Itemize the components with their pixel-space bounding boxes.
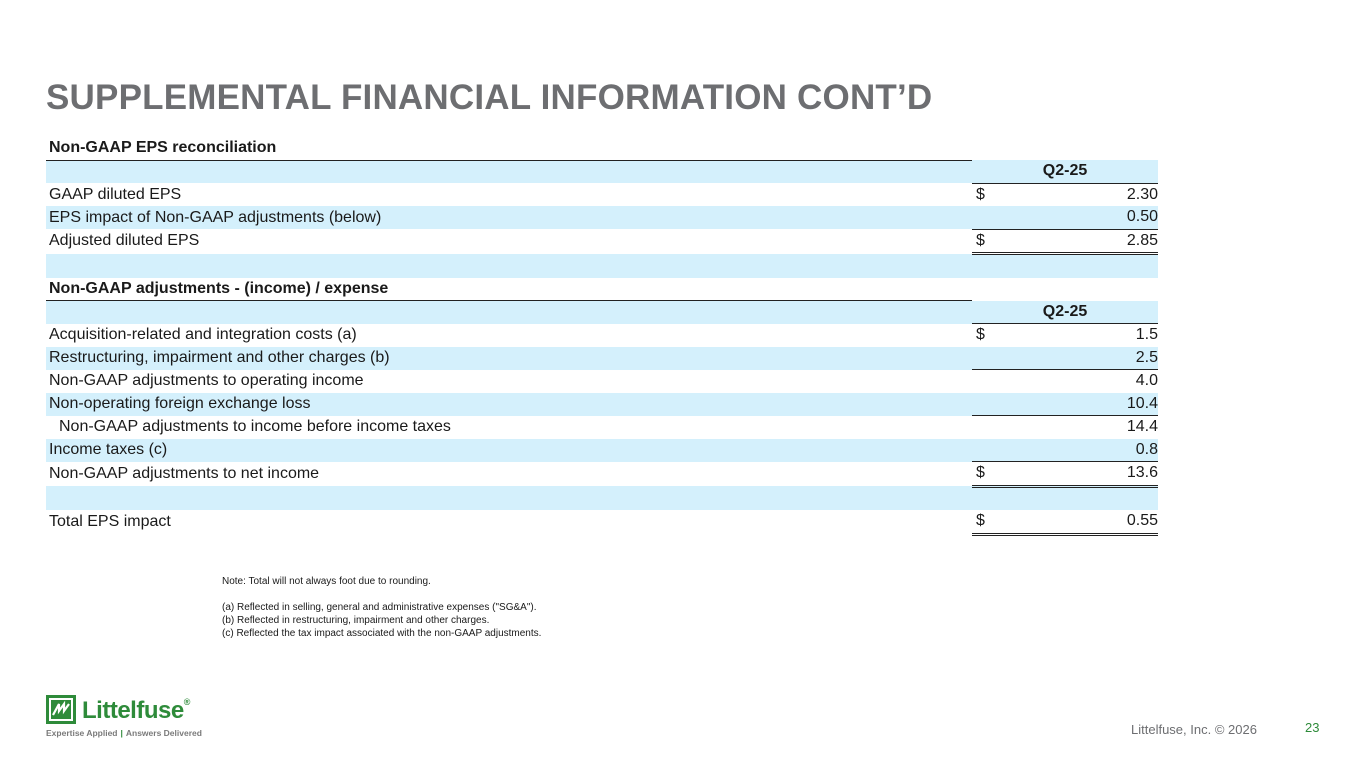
row-value: 13.6 xyxy=(1006,462,1158,487)
row-value: 4.0 xyxy=(1006,370,1158,393)
page-number: 23 xyxy=(1305,720,1320,735)
logo-wordmark xyxy=(82,697,190,725)
row-label: GAAP diluted EPS xyxy=(49,185,182,203)
period-header: Q2-25 xyxy=(972,301,1158,324)
total-value: 0.55 xyxy=(1006,510,1158,534)
tagline-left: Expertise Applied xyxy=(46,728,118,738)
period-header-row xyxy=(46,301,1158,324)
row-label: Non-GAAP adjustments to operating income xyxy=(49,372,364,389)
row-value: 2.5 xyxy=(1006,347,1158,370)
logo-name: Littelfuse xyxy=(82,697,184,724)
row-label: Acquisition-related and integration costs (a) xyxy=(49,326,357,343)
table-row xyxy=(46,324,1158,347)
currency-symbol xyxy=(972,439,1006,462)
table-row xyxy=(46,462,1158,487)
table-row xyxy=(46,370,1158,393)
registered-mark: ® xyxy=(183,697,190,707)
currency-symbol xyxy=(972,370,1006,393)
currency-symbol xyxy=(972,393,1006,416)
row-label: Non-GAAP adjustments to income before income taxes xyxy=(59,418,451,435)
section-heading-row xyxy=(46,137,1158,160)
row-value: 0.8 xyxy=(1006,439,1158,462)
table-row xyxy=(46,439,1158,462)
period-header: Q2-25 xyxy=(972,160,1158,183)
logo-tagline xyxy=(46,728,202,738)
row-label: Non-GAAP adjustments to net income xyxy=(49,464,320,482)
row-value: 14.4 xyxy=(1006,416,1158,439)
eps-reconciliation-table xyxy=(46,137,1158,536)
currency-symbol xyxy=(972,347,1006,370)
rounding-note: Note: Total will not always foot due to rounding. xyxy=(222,576,431,587)
row-value: 0.50 xyxy=(1006,206,1158,229)
currency-symbol xyxy=(972,206,1006,229)
adjustments-section-heading: Non-GAAP adjustments - (income) / expense xyxy=(46,278,972,301)
period-header-row xyxy=(46,160,1158,183)
row-value: 1.5 xyxy=(1135,326,1158,344)
footnote-c: (c) Reflected the tax impact associated with the non-GAAP adjustments. xyxy=(222,628,542,639)
currency-symbol: $ xyxy=(976,185,985,203)
table-row xyxy=(46,416,1158,439)
row-value: 2.85 xyxy=(1006,229,1158,254)
row-label: Income taxes (c) xyxy=(46,439,972,462)
row-label: Non-operating foreign exchange loss xyxy=(46,393,972,416)
row-label: Adjusted diluted EPS xyxy=(49,232,200,250)
row-label: EPS impact of Non-GAAP adjustments (below) xyxy=(46,206,972,229)
total-label: Total EPS impact xyxy=(49,513,171,530)
row-label: Restructuring, impairment and other charges (b) xyxy=(46,347,972,370)
spacer-row xyxy=(46,486,1158,510)
row-value: 10.4 xyxy=(1006,393,1158,416)
footnotes xyxy=(222,575,541,640)
eps-section-heading: Non-GAAP EPS reconciliation xyxy=(46,137,972,160)
table-row xyxy=(46,229,1158,254)
table-row xyxy=(46,206,1158,229)
currency-symbol: $ xyxy=(972,229,1006,254)
currency-symbol: $ xyxy=(972,510,1006,534)
table-row xyxy=(46,183,1158,206)
copyright: Littelfuse, Inc. © 2026 xyxy=(1131,722,1257,737)
fuse-logo-icon xyxy=(46,695,76,724)
total-row xyxy=(46,510,1158,534)
section-heading-row xyxy=(46,278,1158,301)
tagline-right: Answers Delivered xyxy=(125,728,202,738)
currency-symbol: $ xyxy=(976,326,985,344)
currency-symbol xyxy=(972,416,1006,439)
spacer-row xyxy=(46,254,1158,278)
footnote-a: (a) Reflected in selling, general and administrative expenses ("SG&A"). xyxy=(222,602,537,613)
table-row xyxy=(46,347,1158,370)
row-value: 2.30 xyxy=(1126,185,1158,203)
currency-symbol: $ xyxy=(972,462,1006,487)
page-title: SUPPLEMENTAL FINANCIAL INFORMATION CONT’D xyxy=(46,78,933,117)
tagline-separator: | xyxy=(120,728,123,738)
footnote-b: (b) Reflected in restructuring, impairment and other charges. xyxy=(222,615,490,626)
table-row xyxy=(46,393,1158,416)
